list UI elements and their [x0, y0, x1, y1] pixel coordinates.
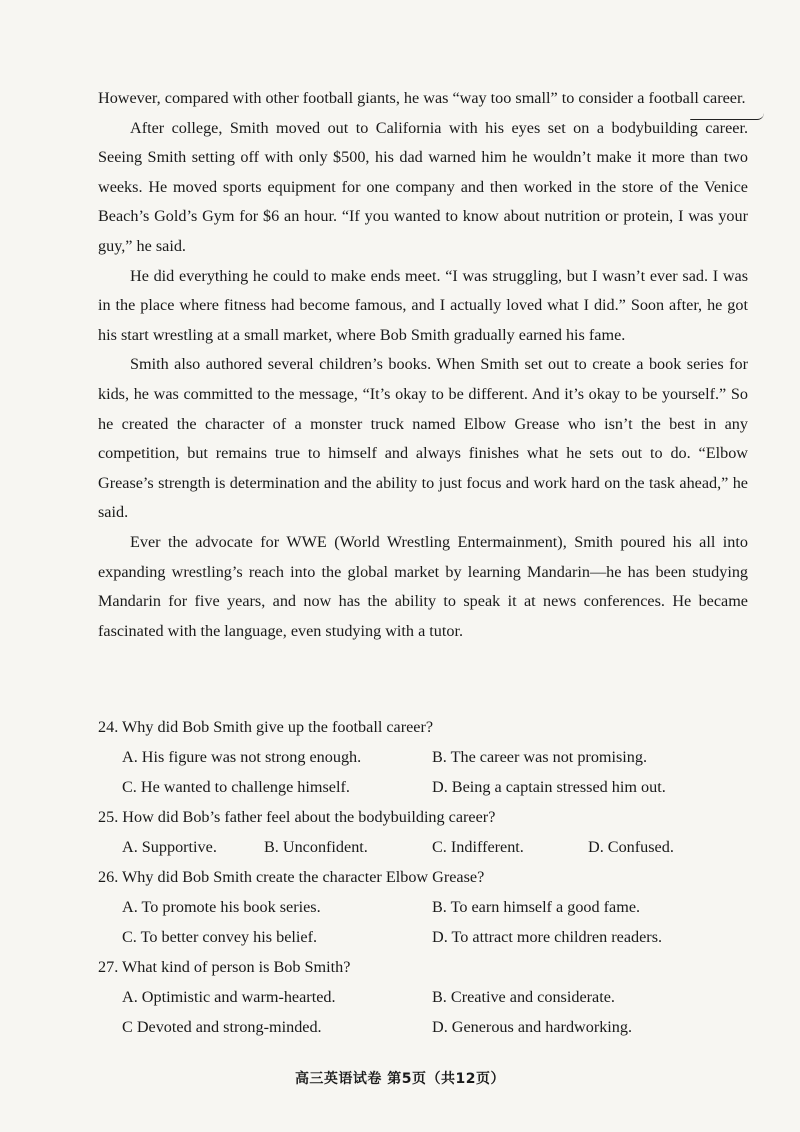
- question-24-option-a[interactable]: A. His figure was not strong enough.: [122, 748, 362, 766]
- passage-paragraph-4: Smith also authored several children’s books. When Smith set out to create a book series for kids, he was committed to the message, “It’s okay to be different. And it’s okay to be yourself.” So he created the character of a monster truck named Elbow Grease who isn’t the best in any competition, but remains true to himself and always finishes what he sets out to do. “Elbow Grease’s strength is determination and the ability to just focus and work hard on the task ahead,” he said.: [98, 355, 748, 522]
- question-25-options-row: [98, 832, 718, 862]
- reading-passage: [98, 84, 748, 646]
- question-26-option-d[interactable]: D. To attract more children readers.: [432, 928, 663, 946]
- question-26-stem: 26. Why did Bob Smith create the character Elbow Grease?: [98, 868, 485, 886]
- question-24-options-row-1: [98, 742, 718, 772]
- question-25-stem: 25. How did Bob’s father feel about the bodybuilding career?: [98, 808, 496, 826]
- question-25-option-c[interactable]: C. Indifferent.: [432, 838, 524, 856]
- question-26-options-row-2: [98, 922, 718, 952]
- question-25-option-d[interactable]: D. Confused.: [588, 838, 674, 856]
- question-27-option-b[interactable]: B. Creative and considerate.: [432, 988, 615, 1006]
- question-27-option-c[interactable]: C Devoted and strong-minded.: [122, 1018, 322, 1036]
- question-24-option-b[interactable]: B. The career was not promising.: [432, 748, 648, 766]
- question-24-options-row-2: [98, 772, 718, 802]
- question-26-option-a[interactable]: A. To promote his book series.: [122, 898, 321, 916]
- question-27-options-row-2: [98, 1012, 718, 1042]
- question-26-option-b[interactable]: B. To earn himself a good fame.: [432, 898, 641, 916]
- question-25-option-a[interactable]: A. Supportive.: [122, 838, 217, 856]
- question-24-option-d[interactable]: D. Being a captain stressed him out.: [432, 778, 666, 796]
- passage-paragraph-5: Ever the advocate for WWE (World Wrestling Entermainment), Smith poured his all into expanding wrestling’s reach into the global market by learning Mandarin—he has been studying Mandarin for five years, and now has the ability to speak it at news conferences. He became fascinated with the language, even studying with a tutor.: [98, 532, 748, 640]
- question-27-stem: 27. What kind of person is Bob Smith?: [98, 958, 351, 976]
- question-27-options-row-1: [98, 982, 718, 1012]
- question-list: [98, 712, 718, 1042]
- question-26-option-c[interactable]: C. To better convey his belief.: [122, 928, 318, 946]
- question-24-option-c[interactable]: C. He wanted to challenge himself.: [122, 778, 350, 796]
- handwritten-underline-mark: [690, 113, 764, 120]
- passage-paragraph-3: He did everything he could to make ends meet. “I was struggling, but I wasn’t ever sad. I was in the place where fitness had become famous, and I actually loved what I did.” Soon after, he got his start wrestling at a small market, where Bob Smith gradually earned his fame.: [98, 266, 748, 344]
- page-footer: 高三英语试卷 第5页（共12页）: [294, 1071, 506, 1087]
- passage-paragraph-1: However, compared with other football giants, he was “way too small” to consider a football career.: [98, 89, 746, 107]
- passage-paragraph-2: After college, Smith moved out to California with his eyes set on a bodybuilding career. Seeing Smith setting off with only $500, his dad warned him he wouldn’t make it more than two weeks. He moved sports equipment for one company and then worked in the store of the Venice Beach’s Gold’s Gym for $6 an hour. “If you wanted to know about nutrition or protein, I was your guy,” he said.: [98, 118, 748, 255]
- question-26-options-row-1: [98, 892, 718, 922]
- question-24-stem: 24. Why did Bob Smith give up the football career?: [98, 718, 434, 736]
- question-27-option-d[interactable]: D. Generous and hardworking.: [432, 1018, 633, 1036]
- question-25-option-b[interactable]: B. Unconfident.: [264, 838, 368, 856]
- question-27-option-a[interactable]: A. Optimistic and warm-hearted.: [122, 988, 336, 1006]
